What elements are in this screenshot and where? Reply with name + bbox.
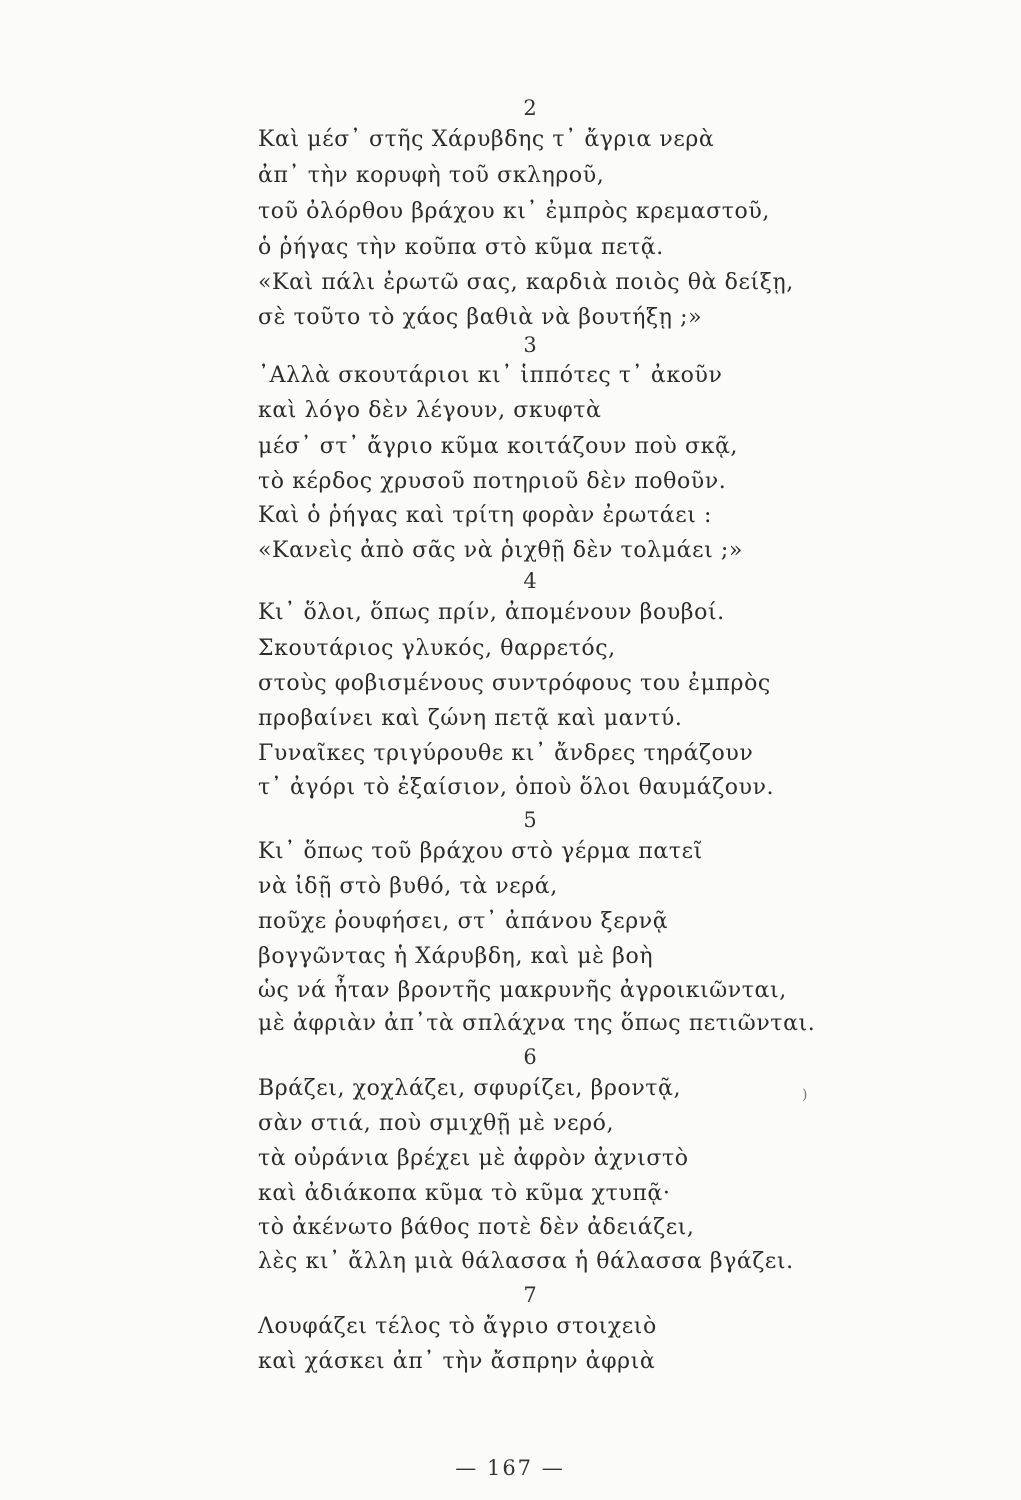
verse-line: τὸ ἀκένωτο βάθος ποτὲ δὲν ἀδειάζει,: [258, 1215, 695, 1240]
verse-line: Κι᾽ ὅλοι, ὅπως πρίν, ἀπομένουν βουβοί.: [258, 600, 725, 625]
stanza-number: 3: [523, 333, 537, 357]
verse-line: μέσ᾽ στ᾽ ἄγριο κῦμα κοιτάζουν ποὺ σκᾷ,: [258, 434, 739, 459]
verse-line: Βράζει, χοχλάζει, σφυρίζει, βροντᾷ,: [258, 1076, 682, 1101]
verse-line: Καὶ μέσ᾽ στῆς Χάρυβδης τ᾽ ἄγρια νερὰ: [258, 127, 715, 152]
verse-line: σὲ τοῦτο τὸ χάος βαθιὰ νὰ βουτήξῃ ;»: [258, 305, 703, 330]
stanza-number: 7: [523, 1283, 537, 1307]
verse-line: Καὶ ὁ ῥήγας καὶ τρίτη φορὰν ἐρωτάει :: [258, 503, 713, 528]
verse-line: σὰν στιά, ποὺ σμιχθῇ μὲ νερό,: [258, 1111, 615, 1136]
verse-line: στοὺς φοβισμένους συντρόφους του ἐμπρὸς: [258, 671, 771, 696]
verse-line: «Κανεὶς ἀπὸ σᾶς νὰ ῥιχθῇ δὲν τολμάει ;»: [258, 538, 743, 563]
verse-line: τὰ οὐράνια βρέχει μὲ ἀφρὸν ἀχνιστὸ: [258, 1146, 689, 1171]
verse-line: καὶ ἀδιάκοπα κῦμα τὸ κῦμα χτυπᾷ·: [258, 1181, 671, 1206]
verse-line: νὰ ἰδῇ στὸ βυθό, τὰ νερά,: [258, 874, 558, 899]
verse-line: Λουφάζει τέλος τὸ ἄγριο στοιχειὸ: [258, 1314, 657, 1339]
verse-line: ᾽Αλλὰ σκουτάριοι κι᾽ ἱππότες τ᾽ ἀκοῦν: [258, 363, 723, 388]
verse-line: Κι᾽ ὅπως τοῦ βράχου στὸ γέρμα πατεῖ: [258, 839, 703, 864]
verse-line: ποῦχε ῥουφήσει, στ᾽ ἀπάνου ξερνᾷ: [258, 909, 669, 934]
verse-line: καὶ λόγο δὲν λέγουν, σκυφτὰ: [258, 398, 602, 423]
verse-line: Γυναῖκες τριγύρουθε κι᾽ ἄνδρες τηράζουν: [258, 741, 754, 766]
verse-line: τοῦ ὀλόρθου βράχου κι᾽ ἐμπρὸς κρεμαστοῦ,: [258, 199, 770, 224]
verse-line: τ᾽ ἀγόρι τὸ ἐξαίσιον, ὁποὺ ὅλοι θαυμάζουν.: [258, 775, 775, 800]
stanza-number: 5: [523, 808, 537, 832]
page-number: — 167 —: [455, 1456, 565, 1480]
verse-line: τὸ κέρδος χρυσοῦ ποτηριοῦ δὲν ποθοῦν.: [258, 469, 727, 494]
margin-mark: ): [802, 1087, 808, 1103]
verse-line: ἀπ᾽ τὴν κορυφὴ τοῦ σκληροῦ,: [258, 163, 605, 188]
verse-line: καὶ χάσκει ἀπ᾽ τὴν ἄσπρην ἀφριὰ: [258, 1349, 656, 1374]
verse-line: «Καὶ πάλι ἐρωτῶ σας, καρδιὰ ποιὸς θὰ δείξῃ,: [258, 270, 794, 295]
verse-line: λὲς κι᾽ ἄλλη μιὰ θάλασσα ἡ θάλασσα βγάζει.: [258, 1249, 794, 1274]
verse-line: Σκουτάριος γλυκός, θαρρετός,: [258, 636, 616, 661]
verse-line: προβαίνει καὶ ζώνη πετᾷ καὶ μαντύ.: [258, 706, 683, 731]
verse-line: μὲ ἀφριὰν ἀπ᾽τὰ σπλάχνα της ὅπως πετιῶνται.: [258, 1011, 816, 1036]
stanza-number: 2: [523, 96, 537, 120]
stanza-number: 6: [523, 1045, 537, 1069]
verse-line: βογγῶντας ἡ Χάρυβδη, καὶ μὲ βοὴ: [258, 944, 654, 969]
verse-line: ὁ ῥήγας τὴν κοῦπα στὸ κῦμα πετᾷ.: [258, 235, 664, 260]
verse-line: ὡς νά ἦταν βροντῆς μακρυνῆς ἀγροικιῶνται,: [258, 978, 787, 1003]
stanza-number: 4: [523, 569, 537, 593]
